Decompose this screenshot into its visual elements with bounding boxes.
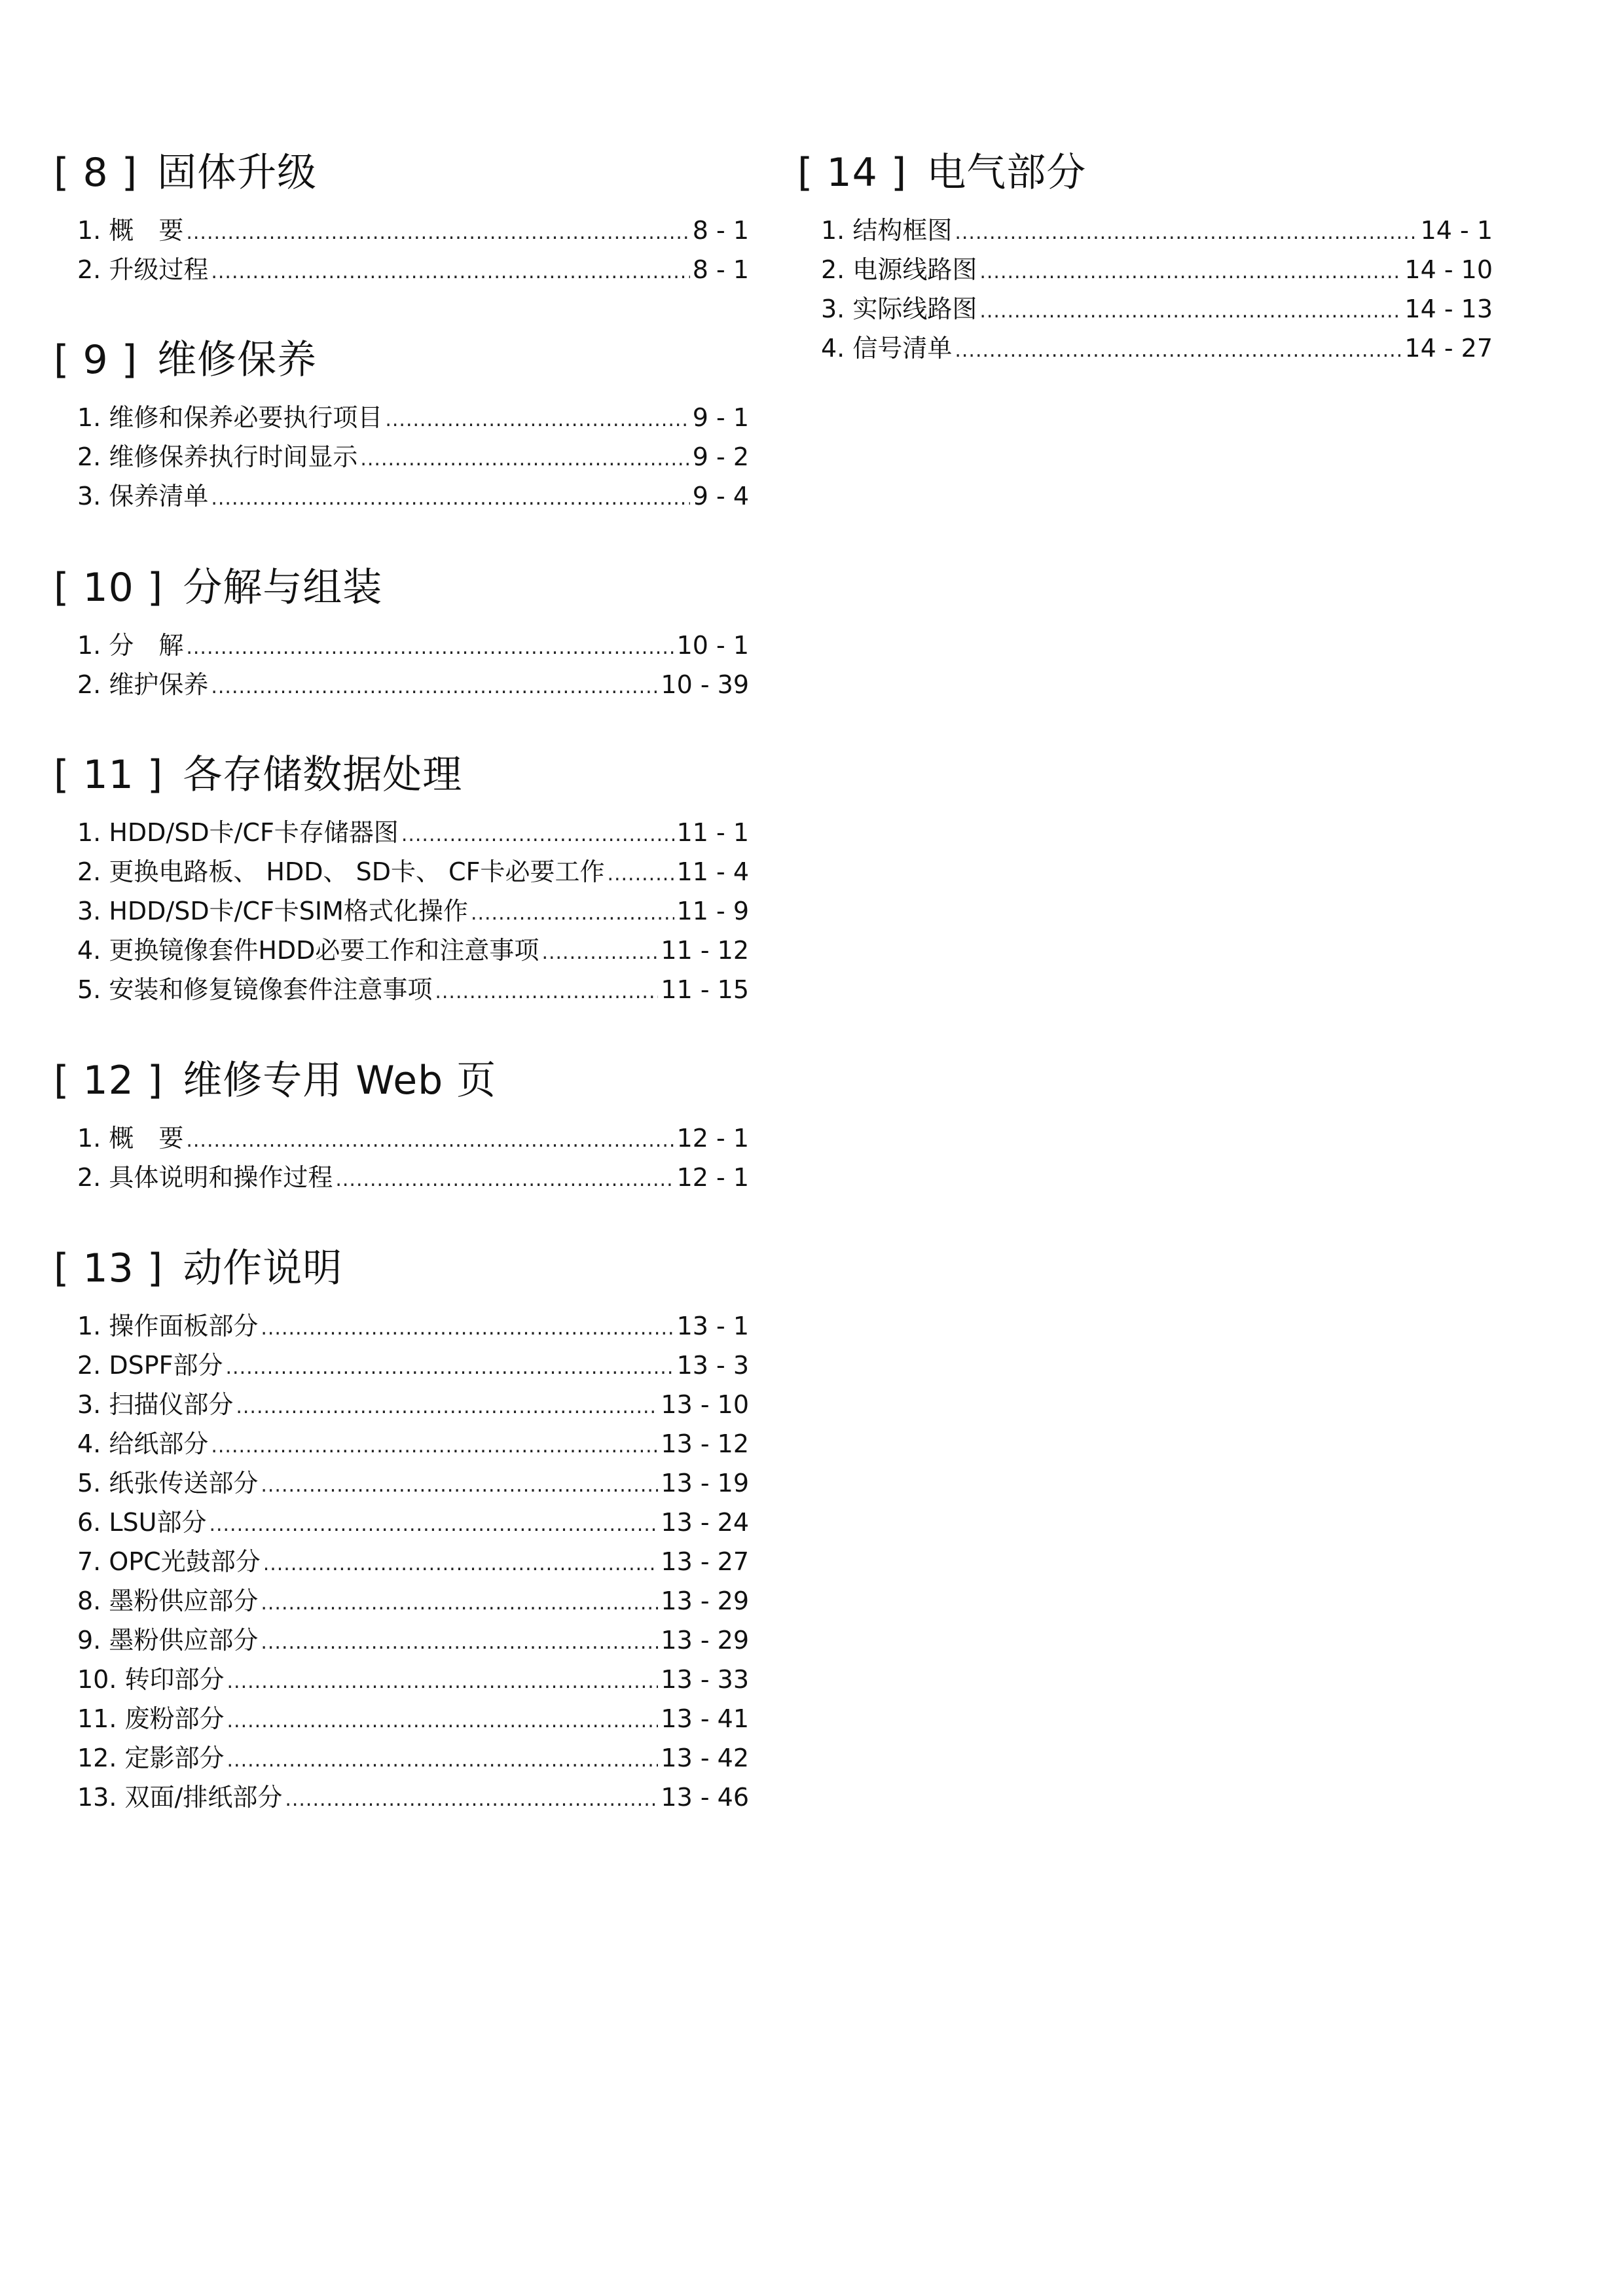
toc-entry[interactable] [821, 289, 1493, 329]
section-title [54, 751, 749, 798]
toc-entry-page: 11 - 12 [661, 936, 749, 965]
toc-section [54, 1057, 749, 1197]
toc-entry-label: 2. 具体说明和操作过程 [77, 1163, 333, 1192]
toc-entry[interactable] [821, 211, 1493, 250]
toc-entry-label: 5. 安装和修复镜像套件注意事项 [77, 975, 433, 1004]
dot-leader [227, 1702, 659, 1741]
toc-entry[interactable] [77, 1738, 749, 1778]
dot-leader [209, 1505, 658, 1545]
toc-entry-label: 3. 扫描仪部分 [77, 1390, 234, 1419]
toc-entry-label: 3. 实际线路图 [821, 295, 977, 323]
toc-entry-list [54, 626, 749, 704]
section-title [54, 564, 749, 611]
toc-entry-label: 11. 废粉部分 [77, 1704, 225, 1733]
toc-section [54, 564, 749, 704]
toc-entry-label: 4. 更换镜像套件HDD必要工作和注意事项 [77, 936, 539, 965]
section-number: [ 9 ] [54, 337, 138, 383]
toc-entry[interactable] [77, 1346, 749, 1385]
toc-entry[interactable] [77, 931, 749, 970]
dot-leader [385, 401, 689, 440]
toc-entry[interactable] [77, 1621, 749, 1660]
dot-leader [607, 855, 674, 894]
toc-entry[interactable] [77, 1306, 749, 1346]
section-number: [ 11 ] [54, 752, 164, 798]
section-title-text: 各存储数据处理 [183, 752, 463, 798]
dot-leader [186, 213, 689, 253]
toc-entry[interactable] [77, 1385, 749, 1424]
dot-leader [211, 253, 689, 292]
toc-entry-list [54, 211, 749, 289]
toc-entry-label: 2. 维护保养 [77, 670, 209, 699]
toc-entry-label: 4. 给纸部分 [77, 1429, 209, 1458]
section-title-text: 动作说明 [183, 1246, 343, 1291]
toc-entry[interactable] [77, 1542, 749, 1581]
dot-leader [285, 1780, 658, 1820]
toc-entry-page: 10 - 1 [676, 631, 749, 660]
toc-entry-list [54, 1119, 749, 1197]
toc-entry-label: 2. 升级过程 [77, 255, 209, 284]
dot-leader [435, 973, 658, 1012]
toc-entry[interactable] [77, 626, 749, 665]
section-number: [ 14 ] [797, 150, 907, 196]
toc-entry-page: 13 - 42 [661, 1744, 749, 1772]
section-title [54, 149, 749, 196]
toc-entry[interactable] [77, 970, 749, 1009]
dot-leader [471, 894, 674, 933]
dot-leader [211, 1427, 658, 1466]
toc-entry[interactable] [77, 250, 749, 289]
section-number: [ 13 ] [54, 1246, 164, 1291]
dot-leader [227, 1741, 659, 1780]
toc-entry[interactable] [77, 1424, 749, 1463]
toc-section [54, 336, 749, 516]
toc-entry[interactable] [77, 398, 749, 437]
toc-entry[interactable] [821, 329, 1493, 368]
toc-entry-list [54, 398, 749, 516]
toc-entry-page: 9 - 2 [692, 442, 749, 471]
toc-entry[interactable] [77, 1503, 749, 1542]
toc-entry-page: 14 - 10 [1404, 255, 1493, 284]
dot-leader [261, 1584, 658, 1623]
section-title-text: 维修专用 Web 页 [183, 1058, 497, 1103]
toc-entry-list [54, 813, 749, 1009]
toc-entry[interactable] [77, 211, 749, 250]
dot-leader [261, 1623, 658, 1662]
toc-entry-label: 9. 墨粉供应部分 [77, 1626, 259, 1655]
toc-entry-page: 13 - 33 [661, 1665, 749, 1694]
dot-leader [186, 628, 674, 668]
toc-entry-page: 11 - 15 [661, 975, 749, 1004]
toc-entry-label: 4. 信号清单 [821, 334, 953, 363]
toc-entry-label: 2. 更换电路板、 HDD、 SD卡、 CF卡必要工作 [77, 857, 605, 886]
toc-entry-page: 14 - 27 [1404, 334, 1493, 363]
toc-entry-label: 1. HDD/SD卡/CF卡存储器图 [77, 818, 399, 847]
toc-entry-label: 1. 分 解 [77, 631, 184, 660]
toc-entry-page: 13 - 10 [661, 1390, 749, 1419]
toc-entry-page: 8 - 1 [692, 255, 749, 284]
toc-entry-label: 1. 维修和保养必要执行项目 [77, 403, 383, 432]
toc-entry[interactable] [77, 891, 749, 931]
toc-entry[interactable] [77, 437, 749, 476]
toc-entry-label: 13. 双面/排纸部分 [77, 1783, 283, 1812]
section-number: [ 8 ] [54, 150, 138, 196]
dot-leader [979, 292, 1402, 331]
toc-entry-page: 10 - 39 [661, 670, 749, 699]
dot-leader [263, 1545, 659, 1584]
toc-entry-list [797, 211, 1493, 368]
section-title [54, 1057, 749, 1104]
toc-entry[interactable] [77, 665, 749, 704]
toc-entry-label: 10. 转印部分 [77, 1665, 225, 1694]
toc-entry-page: 11 - 4 [676, 857, 749, 886]
toc-entry-page: 13 - 1 [676, 1312, 749, 1340]
toc-section [54, 751, 749, 1009]
section-title-text: 固体升级 [157, 150, 318, 196]
dot-leader [261, 1466, 658, 1505]
toc-entry[interactable] [77, 852, 749, 891]
toc-section [54, 1245, 749, 1817]
dot-leader [261, 1309, 674, 1348]
toc-entry-page: 14 - 1 [1420, 216, 1493, 245]
toc-entry-page: 13 - 27 [661, 1547, 749, 1576]
toc-entry-label: 2. DSPF部分 [77, 1351, 223, 1380]
toc-entry[interactable] [77, 476, 749, 516]
dot-leader [227, 1662, 659, 1702]
dot-leader [541, 933, 658, 973]
toc-entry-page: 12 - 1 [676, 1124, 749, 1153]
toc-entry-label: 2. 维修保养执行时间显示 [77, 442, 358, 471]
toc-entry-page: 11 - 1 [676, 818, 749, 847]
dot-leader [955, 331, 1402, 370]
toc-entry-label: 6. LSU部分 [77, 1508, 207, 1537]
toc-entry-page: 13 - 19 [661, 1469, 749, 1498]
dot-leader [211, 668, 658, 707]
toc-entry-page: 13 - 3 [676, 1351, 749, 1380]
toc-entry-label: 1. 结构框图 [821, 216, 953, 245]
toc-entry-label: 2. 电源线路图 [821, 255, 977, 284]
toc-entry-label: 7. OPC光鼓部分 [77, 1547, 261, 1576]
dot-leader [335, 1160, 674, 1200]
toc-entry[interactable] [77, 1581, 749, 1621]
section-title-text: 电气部分 [926, 150, 1087, 196]
toc-entry-list [54, 1306, 749, 1817]
section-title [54, 1245, 749, 1292]
toc-entry-page: 9 - 1 [692, 403, 749, 432]
section-title [797, 149, 1493, 196]
toc-entry[interactable] [77, 1778, 749, 1817]
toc-entry-page: 13 - 24 [661, 1508, 749, 1537]
toc-entry-label: 1. 概 要 [77, 1124, 184, 1153]
toc-section [797, 149, 1493, 368]
section-title [54, 336, 749, 384]
toc-entry[interactable] [77, 1463, 749, 1503]
toc-entry-page: 13 - 29 [661, 1626, 749, 1655]
toc-entry-page: 13 - 12 [661, 1429, 749, 1458]
toc-entry-label: 3. 保养清单 [77, 482, 209, 511]
toc-entry-page: 9 - 4 [692, 482, 749, 511]
section-title-text: 维修保养 [157, 337, 318, 383]
section-number: [ 12 ] [54, 1058, 164, 1103]
toc-section [54, 149, 749, 289]
toc-entry[interactable] [821, 250, 1493, 289]
dot-leader [226, 1348, 674, 1388]
section-title-text: 分解与组装 [183, 565, 383, 611]
toc-entry[interactable] [77, 813, 749, 852]
toc-entry-label: 12. 定影部分 [77, 1744, 225, 1772]
toc-entry-page: 13 - 46 [661, 1783, 749, 1812]
toc-entry-page: 8 - 1 [692, 216, 749, 245]
toc-entry-page: 14 - 13 [1404, 295, 1493, 323]
dot-leader [979, 253, 1402, 292]
toc-entry-page: 13 - 41 [661, 1704, 749, 1733]
toc-entry[interactable] [77, 1119, 749, 1158]
toc-entry-label: 8. 墨粉供应部分 [77, 1587, 259, 1615]
toc-entry-label: 1. 操作面板部分 [77, 1312, 259, 1340]
dot-leader [236, 1388, 658, 1427]
toc-entry-label: 1. 概 要 [77, 216, 184, 245]
toc-entry-page: 12 - 1 [676, 1163, 749, 1192]
toc-entry[interactable] [77, 1158, 749, 1197]
dot-leader [955, 213, 1417, 253]
toc-entry-label: 3. HDD/SD卡/CF卡SIM格式化操作 [77, 897, 468, 925]
dot-leader [360, 440, 689, 479]
toc-entry[interactable] [77, 1699, 749, 1738]
toc-entry-label: 5. 纸张传送部分 [77, 1469, 259, 1498]
dot-leader [401, 816, 674, 855]
section-number: [ 10 ] [54, 565, 164, 611]
dot-leader [186, 1121, 674, 1160]
toc-entry-page: 11 - 9 [676, 897, 749, 925]
dot-leader [211, 479, 689, 518]
toc-entry[interactable] [77, 1660, 749, 1699]
toc-entry-page: 13 - 29 [661, 1587, 749, 1615]
